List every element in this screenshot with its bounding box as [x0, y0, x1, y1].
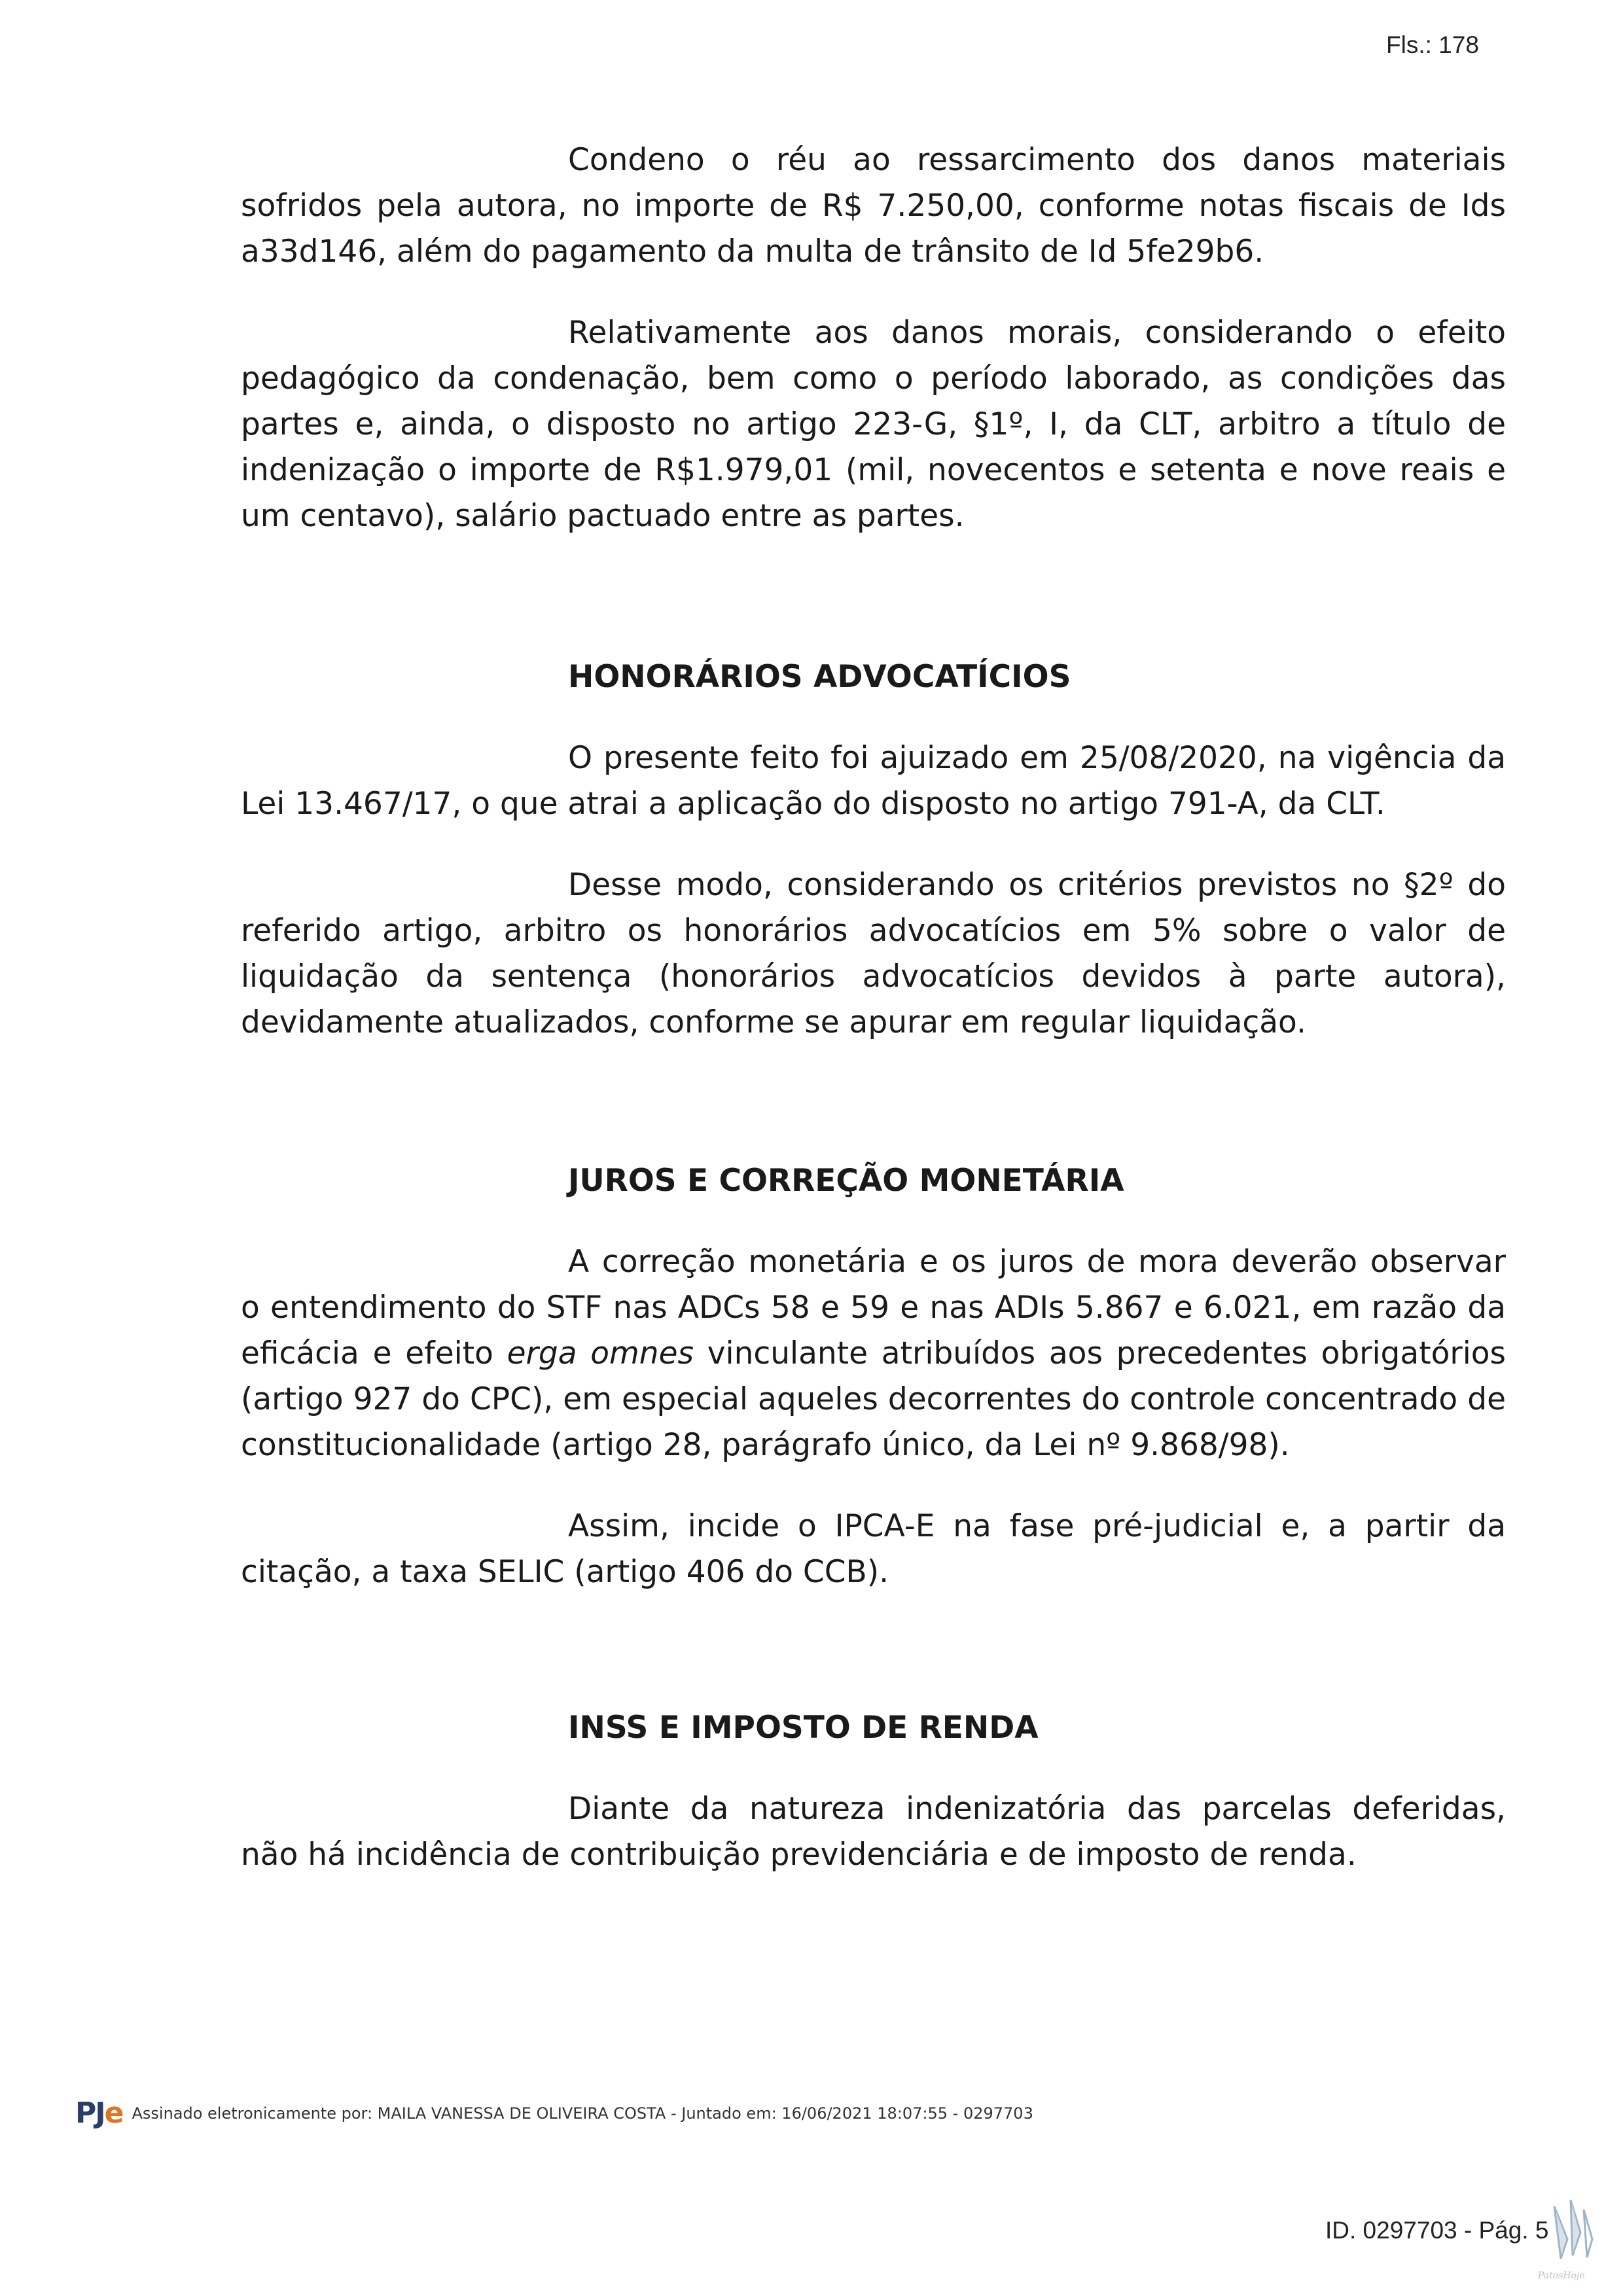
paragraph-correcao: [241, 1239, 1506, 1468]
paragraph-selic: [241, 1504, 1506, 1595]
electronic-signature-text: Assinado eletronicamente por: MAILA VANESSA DE OLIVEIRA COSTA - Juntado em: 16/06/2021 18:07:55 - 0297703: [132, 2104, 1033, 2123]
signature-footer: [75, 2097, 1033, 2130]
paragraph-correcao-text-a: A correção monetária e os juros de mora deverão observar o entendimento do STF nas ADCs 58 e 59 e nas ADIs 5.867 e 6.021, em razão da eficácia e efeito: [241, 1244, 1506, 1371]
paragraph-danos-morais: [241, 310, 1506, 539]
page-id: ID. 0297703 - Pág. 5: [1325, 2217, 1549, 2244]
paragraph-correcao-text-b: vinculante atribuídos aos precedentes obrigatórios (artigo 927 do CPC), em especial aqueles decorrentes do controle concentrado de constitucionalidade (artigo 28, parágrafo único, da Lei nº 9.868/98).: [241, 1335, 1506, 1463]
paragraph-correcao-italic: erga omnes: [507, 1335, 694, 1371]
paragraph-danos-morais-text: Relativamente aos danos morais, considerando o efeito pedagógico da condenação, bem como o período laborado, as condições das partes e, ainda, o disposto no artigo 223-G, §1º, I, da CLT, arbitro a título de indenização o importe de R$1.979,01 (mil, novecentos e setenta e nove reais e um centavo), salário pactuado entre as partes.: [241, 315, 1506, 534]
paragraph-honorarios: [241, 862, 1506, 1046]
paragraph-honorarios-text: Desse modo, considerando os critérios previstos no §2º do referido artigo, arbitro os honorários advocatícios em 5% sobre o valor de liquidação da sentença (honorários advocatícios devidos à parte autora), devidamente atualizados, conforme se apurar em regular liquidação.: [241, 867, 1506, 1040]
pje-logo-j: J: [95, 2096, 105, 2130]
paragraph-danos-materiais-text: Condeno o réu ao ressarcimento dos danos materiais sofridos pela autora, no importe de R$ 7.250,00, conforme notas fiscais de Ids a33d146, além do pagamento da multa de trânsito de Id 5fe29b6.: [241, 142, 1506, 270]
pje-logo: [75, 2096, 123, 2130]
paragraph-ajuizamento: [241, 735, 1506, 827]
paragraph-selic-text: Assim, incide o IPCA-E na fase pré-judicial e, a partir da citação, a taxa SELIC (artigo 406 do CCB).: [241, 1508, 1506, 1590]
paragraph-inss: [241, 1786, 1506, 1878]
page-folio: Fls.: 178: [1386, 31, 1479, 58]
heading-honorarios: HONORÁRIOS ADVOCATÍCIOS: [568, 659, 1071, 695]
pje-logo-p: P: [75, 2096, 96, 2130]
heading-inss: INSS E IMPOSTO DE RENDA: [568, 1710, 1039, 1746]
paragraph-inss-text: Diante da natureza indenizatória das parcelas deferidas, não há incidência de contribuição previdenciária e de imposto de renda.: [241, 1791, 1506, 1873]
corner-logo-icon: [1541, 2193, 1600, 2272]
heading-juros: JUROS E CORREÇÃO MONETÁRIA: [568, 1163, 1124, 1199]
paragraph-danos-materiais: [241, 137, 1506, 275]
paragraph-ajuizamento-text: O presente feito foi ajuizado em 25/08/2020, na vigência da Lei 13.467/17, o que atrai a aplicação do disposto no artigo 791-A, da CLT.: [241, 740, 1506, 822]
pje-logo-e: e: [104, 2096, 123, 2130]
corner-logo-label: PatosHoje: [1538, 2270, 1585, 2281]
